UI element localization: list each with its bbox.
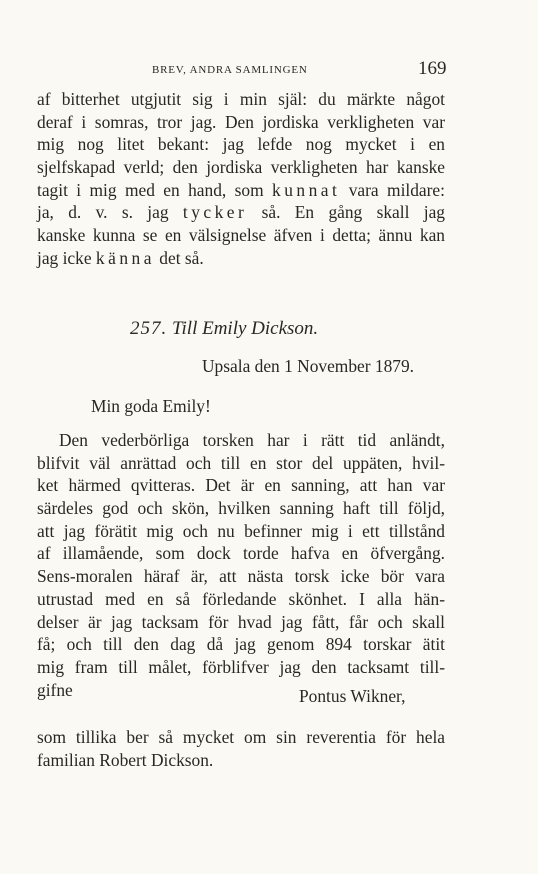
text-line: delser är jag tacksam för hvad jag fått, får och skall xyxy=(37,611,445,632)
text-line: särdeles god och skön, hvilken sanning haft till följd, xyxy=(37,498,445,519)
letter-number: 257. xyxy=(130,318,168,339)
text-line: af illamående, som dock torde hafva en öfvergång. xyxy=(37,543,445,564)
page-number: 169 xyxy=(418,58,447,79)
text-line: blifvit väl anrättad och till en stor del uppäten, hvil- xyxy=(37,452,445,473)
page-header xyxy=(0,58,538,84)
text-line: få; och till den dag då jag genom 894 torskar ätit xyxy=(37,634,445,655)
text-fragment: ja, d. v. s. jag xyxy=(37,202,183,223)
text-line: Den vederbörliga torsken har i rätt tid anländt, xyxy=(59,430,445,450)
top-paragraph xyxy=(37,88,445,270)
dateline: Upsala den 1 November 1879. xyxy=(202,356,415,376)
text-fragment: vara mildare: xyxy=(340,179,445,200)
letter-title: Till Emily Dickson. xyxy=(172,318,319,339)
text-line: sjelfskapad verld; den jordiska verkligheten har kanske xyxy=(37,157,445,178)
text-line xyxy=(37,179,445,202)
letter-heading xyxy=(130,318,318,340)
letter-body xyxy=(37,429,445,701)
salutation: Min goda Emily! xyxy=(91,396,211,416)
text-line: af bitterhet utgjutit sig i min själ: du märkte något xyxy=(37,89,445,109)
text-fragment: tagit i mig med en hand, som xyxy=(37,179,272,200)
text-line: utrustad med en så förledande skönhet. I alla hän- xyxy=(37,588,445,609)
text-line: som tillika ber så mycket om sin reverentia för hela xyxy=(37,727,445,747)
text-line xyxy=(37,247,445,270)
text-fragment: så. En gång skall jag xyxy=(247,202,445,223)
text-line: Sens-moralen häraf är, att nästa torsk icke bör vara xyxy=(37,566,445,587)
closing-paragraph xyxy=(37,726,445,771)
text-line: att jag förätit mig och nu befinner mig i ett tillstånd xyxy=(37,520,445,541)
text-fragment: jag icke xyxy=(37,247,96,268)
text-line: mig nog litet bekant: jag lefde nog mycket i en xyxy=(37,134,445,155)
emphasized-word: tycker xyxy=(182,202,248,223)
text-line: ket härmed qvitteras. Det är en sanning, att han var xyxy=(37,475,445,496)
emphasized-word: kunnat xyxy=(272,179,341,200)
running-head: BREV, ANDRA SAMLINGEN xyxy=(152,64,308,76)
text-line xyxy=(37,201,445,224)
text-line: familian Robert Dickson. xyxy=(37,749,214,770)
text-fragment: det så. xyxy=(154,247,204,268)
text-line: kanske kunna se en välsignelse äfven i detta; ännu kan xyxy=(37,225,445,246)
text-line: deraf i somras, tror jag. Den jordiska verkligheten var xyxy=(37,111,445,132)
text-line: gifne xyxy=(37,679,73,700)
text-line: mig fram till målet, förblifver jag den tacksamt till- xyxy=(37,656,445,677)
signature: Pontus Wikner, xyxy=(299,686,406,706)
emphasized-word: känna xyxy=(95,247,155,268)
